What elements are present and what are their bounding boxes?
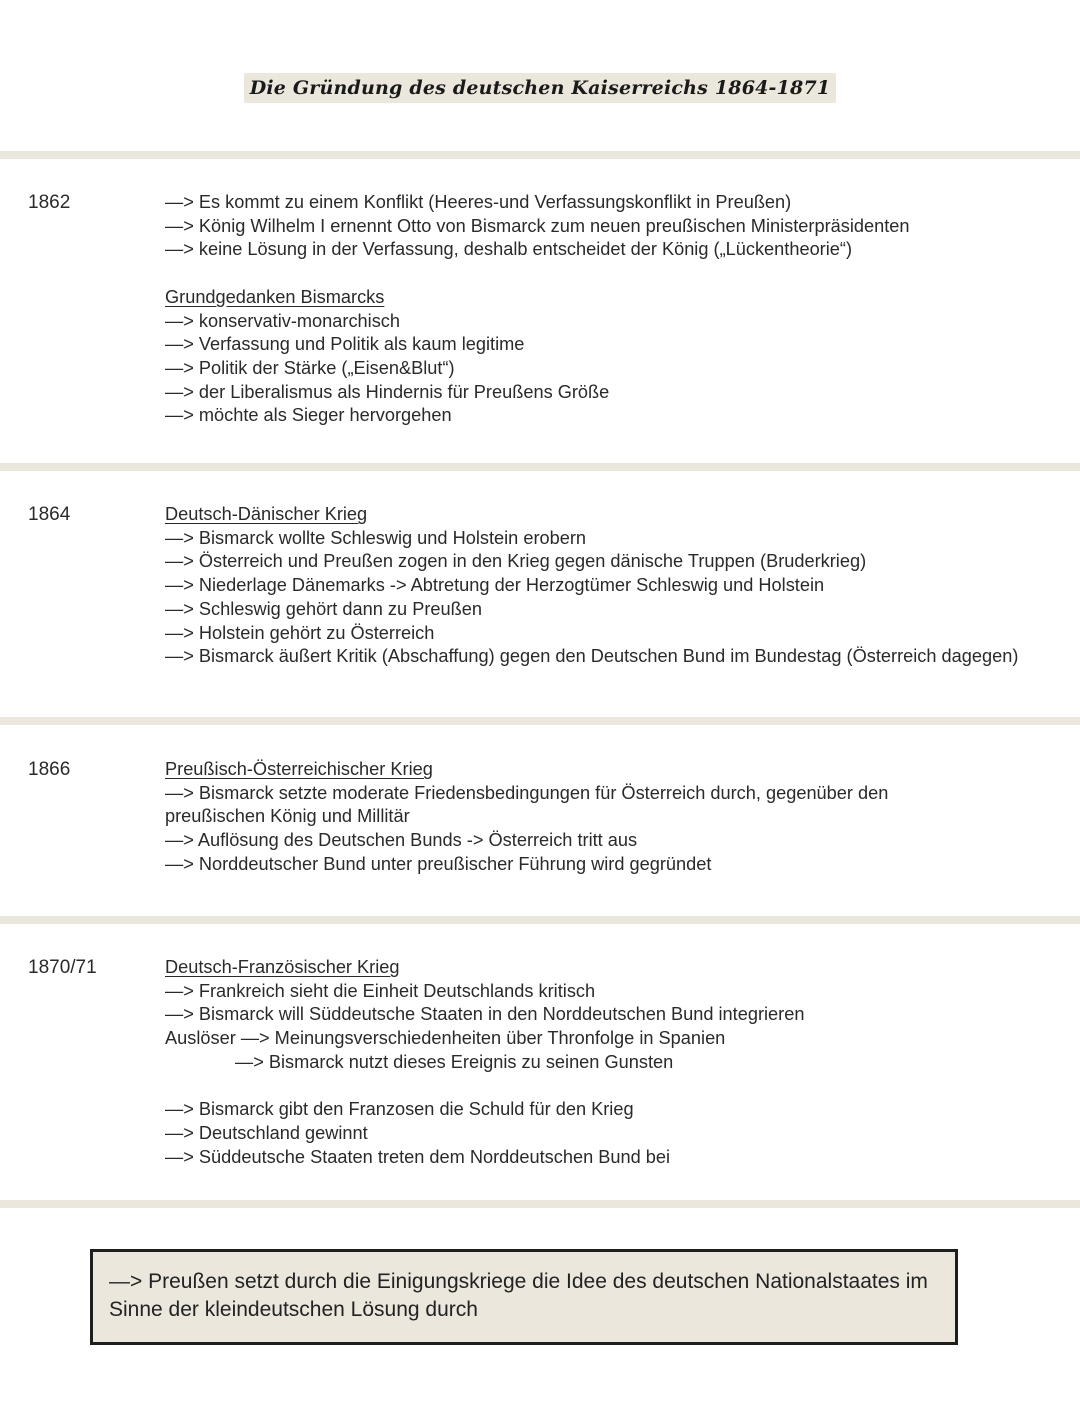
section-heading: Preußisch-Österreichischer Krieg xyxy=(165,759,433,779)
bullet-line: —> Norddeutscher Bund unter preußischer Führung wird gegründet xyxy=(165,853,712,874)
bullet-line: —> Österreich und Preußen zogen in den Krieg gegen dänische Truppen (Bruderkrieg) xyxy=(165,551,867,572)
bullet-line: —> Bismarck setzte moderate Friedensbedingungen für Österreich durch, gegenüber den preußischen König und Millitär xyxy=(165,782,889,827)
spacer xyxy=(165,262,1065,286)
bullet-line: —> König Wilhelm I ernennt Otto von Bismarck zum neuen preußischen Ministerpräsidenten xyxy=(165,215,910,236)
bullet-line: —> Süddeutsche Staaten treten dem Norddeutschen Bund bei xyxy=(165,1146,671,1167)
section-heading: Deutsch-Dänischer Krieg xyxy=(165,504,368,524)
section-divider xyxy=(0,151,1080,159)
bullet-line: —> Bismarck äußert Kritik (Abschaffung) gegen den Deutschen Bund im Bundestag (Österreich dagegen) xyxy=(165,646,1019,667)
section-year: 1862 xyxy=(28,192,71,213)
bullet-line: —> Holstein gehört zu Österreich xyxy=(165,622,435,643)
conclusion-box xyxy=(90,1249,958,1345)
bullet-line: —> Schleswig gehört dann zu Preußen xyxy=(165,598,482,619)
bullet-line: —> Bismarck wollte Schleswig und Holstein erobern xyxy=(165,527,587,548)
bullet-line: —> konservativ-monarchisch xyxy=(165,310,401,331)
spacer xyxy=(165,1075,1065,1099)
section-content xyxy=(165,758,1065,877)
bullet-line: —> Bismarck nutzt dieses Ereignis zu seinen Gunsten xyxy=(235,1051,674,1072)
section-content xyxy=(165,956,1065,1169)
section-year: 1866 xyxy=(28,759,71,780)
bullet-line: —> Politik der Stärke („Eisen&Blut“) xyxy=(165,357,455,378)
section-heading: Grundgedanken Bismarcks xyxy=(165,286,385,307)
bullet-line: —> Es kommt zu einem Konflikt (Heeres-und Verfassungskonflikt in Preußen) xyxy=(165,192,792,212)
section-divider xyxy=(0,1200,1080,1208)
section-divider xyxy=(0,916,1080,924)
page-title: Die Gründung des deutschen Kaiserreichs 1864-1871 xyxy=(244,73,837,103)
bullet-line: —> Niederlage Dänemarks -> Abtretung der Herzogtümer Schleswig und Holstein xyxy=(165,575,825,596)
bullet-line: —> Bismarck will Süddeutsche Staaten in den Norddeutschen Bund integrieren xyxy=(165,1004,805,1025)
section-divider xyxy=(0,717,1080,725)
bullet-line: Auslöser —> Meinungsverschiedenheiten über Thronfolge in Spanien xyxy=(165,1028,726,1049)
bullet-line: —> Deutschland gewinnt xyxy=(165,1122,368,1143)
section-year: 1870/71 xyxy=(28,957,97,978)
title-wrapper xyxy=(0,73,1080,103)
section-divider xyxy=(0,463,1080,471)
bullet-line: —> Frankreich sieht die Einheit Deutschlands kritisch xyxy=(165,980,596,1001)
bullet-line: —> Verfassung und Politik als kaum legitime xyxy=(165,334,525,355)
section-heading: Deutsch-Französischer Krieg xyxy=(165,957,400,977)
section-content xyxy=(165,503,1065,669)
section-content xyxy=(165,191,1065,428)
bullet-line: —> der Liberalismus als Hindernis für Preußens Größe xyxy=(165,381,610,402)
section-year: 1864 xyxy=(28,504,71,525)
bullet-line: —> möchte als Sieger hervorgehen xyxy=(165,405,452,426)
conclusion-text: —> Preußen setzt durch die Einigungskriege die Idee des deutschen Nationalstaates im Sinne der kleindeutschen Lösung durch xyxy=(109,1270,928,1321)
bullet-line: —> Bismarck gibt den Franzosen die Schuld für den Krieg xyxy=(165,1099,634,1120)
bullet-line: —> keine Lösung in der Verfassung, deshalb entscheidet der König („Lückentheorie“) xyxy=(165,239,853,260)
bullet-line: —> Auflösung des Deutschen Bunds -> Österreich tritt aus xyxy=(165,830,638,851)
